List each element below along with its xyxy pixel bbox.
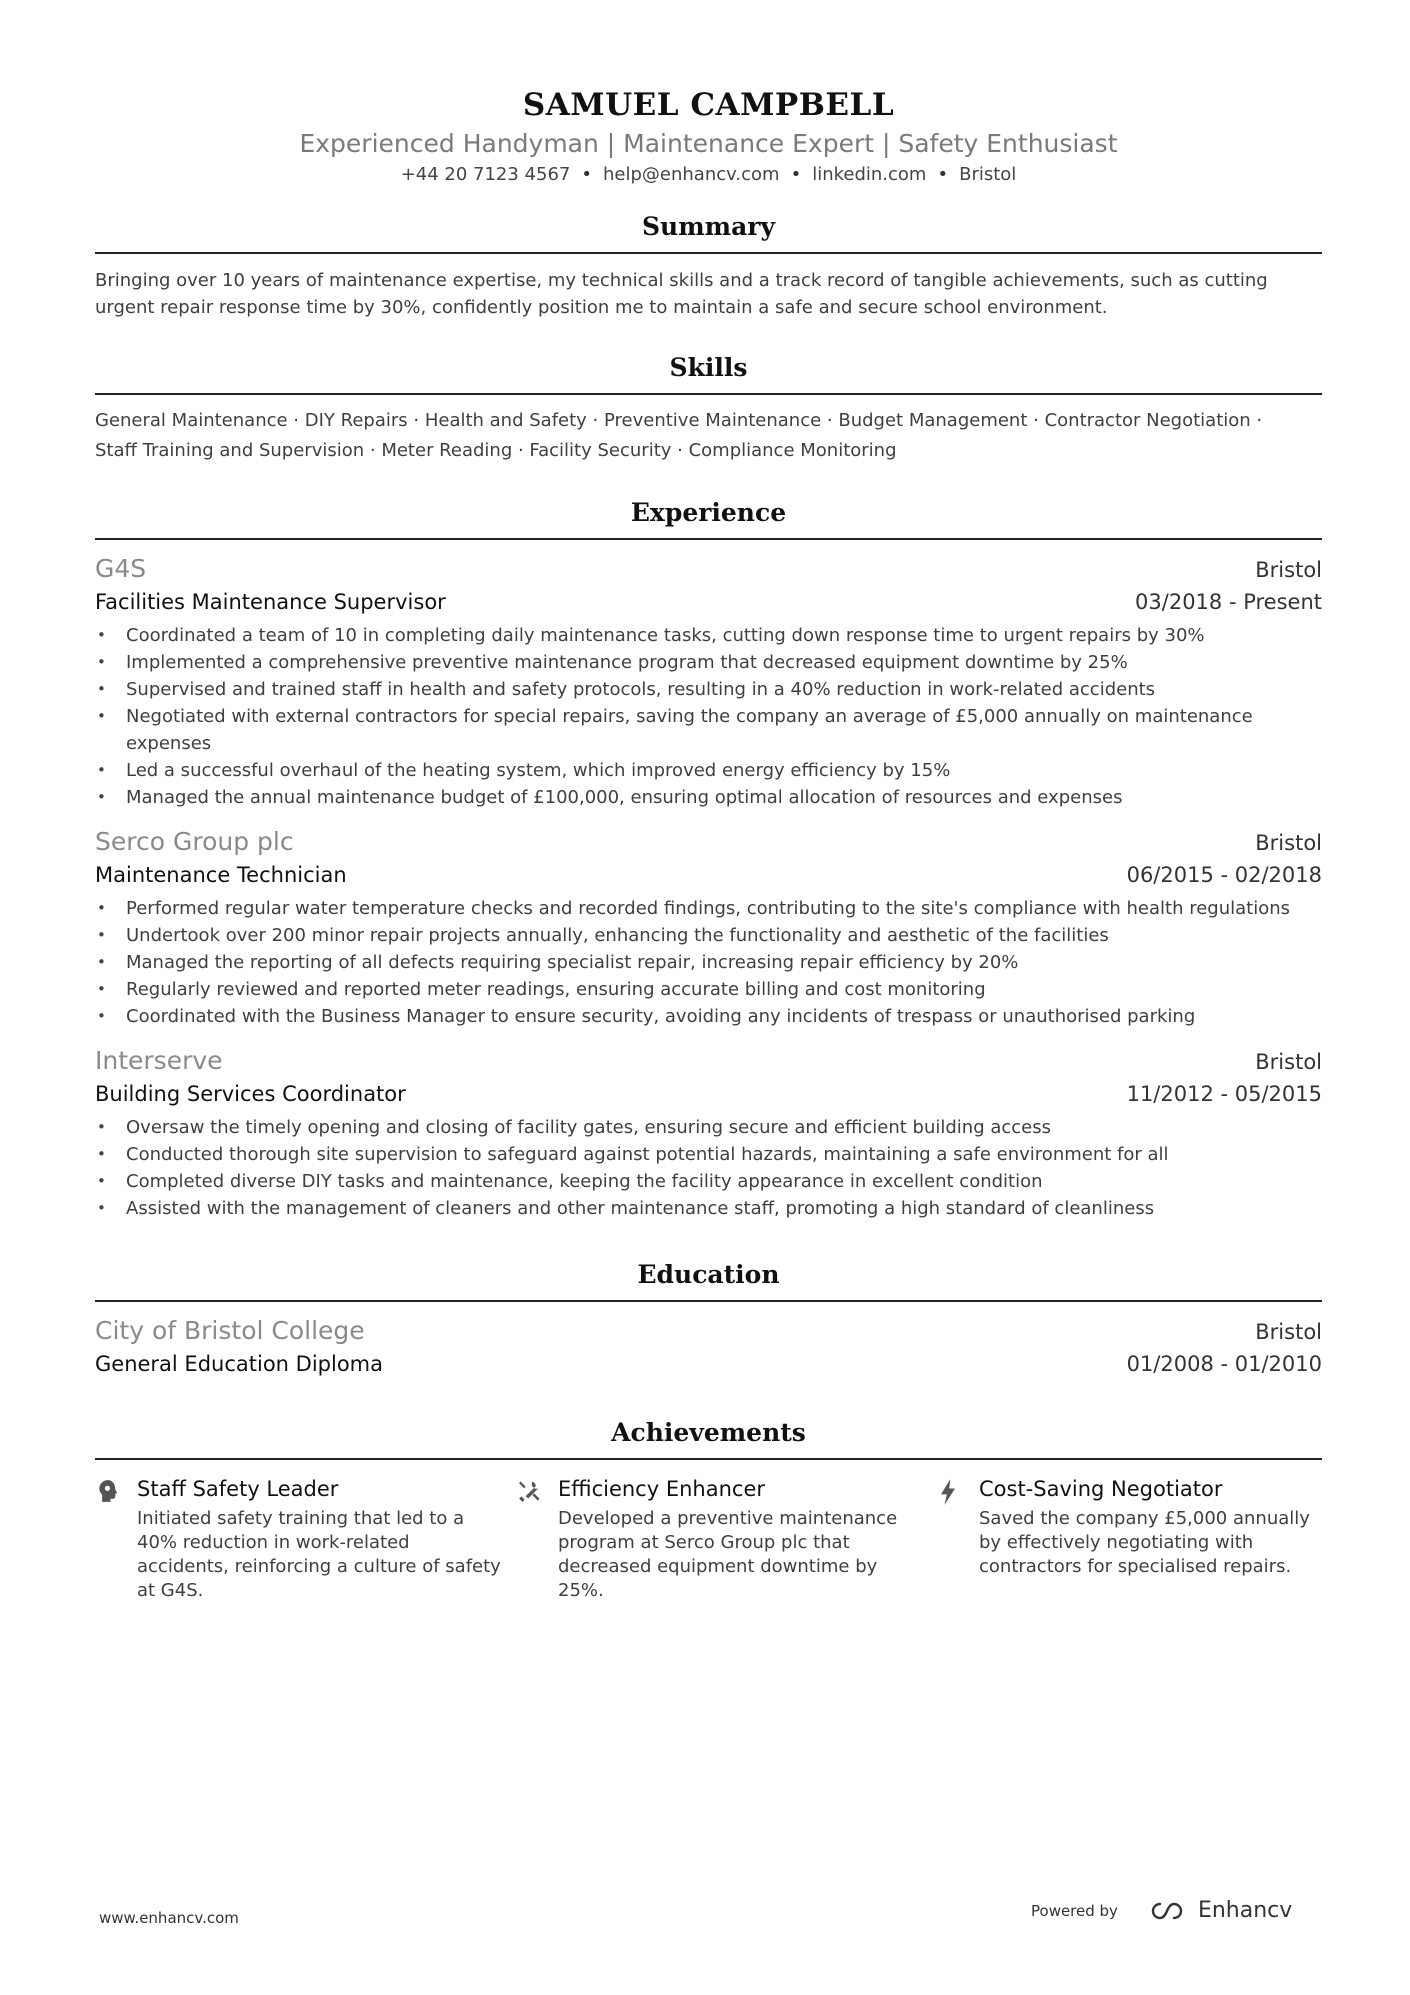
job-entry <box>95 1044 1322 1222</box>
job-bullet: • Conducted thorough site supervision to safeguard against potential hazards, maintaining a safe environment for all <box>95 1141 1322 1168</box>
footer-branding <box>1031 1898 1292 1923</box>
education-degree: General Education Diploma <box>95 1352 384 1376</box>
skills-section <box>95 351 1322 466</box>
contact-line <box>95 162 1322 188</box>
job-bullet: • Coordinated a team of 10 in completing daily maintenance tasks, cutting down response time to urgent repairs by 30% <box>95 622 1322 649</box>
separator-dot: • <box>937 164 949 185</box>
job-bullet: • Implemented a comprehensive preventive maintenance program that decreased equipment downtime by 25% <box>95 649 1322 676</box>
candidate-name: SAMUEL CAMPBELL <box>522 87 895 123</box>
achievement-description: Developed a preventive maintenance program at Serco Group plc that decreased equipment downtime by 25%. <box>558 1508 898 1601</box>
resume-header <box>95 85 1322 188</box>
footer-website[interactable]: www.enhancv.com <box>99 1909 239 1927</box>
section-title-experience: Experience <box>95 496 1322 540</box>
job-bullets <box>95 622 1322 811</box>
job-bullet: • Assisted with the management of cleaners and other maintenance staff, promoting a high standard of cleanliness <box>95 1195 1322 1222</box>
skill-item: General Maintenance <box>95 410 288 431</box>
achievement-title: Efficiency Enhancer <box>558 1477 765 1501</box>
job-role: Facilities Maintenance Supervisor <box>95 590 446 614</box>
skill-item: Meter Reading <box>381 440 513 461</box>
job-location: Bristol <box>1255 1050 1322 1074</box>
job-bullet: • Completed diverse DIY tasks and maintenance, keeping the facility appearance in excellent condition <box>95 1168 1322 1195</box>
section-title-achievements: Achievements <box>95 1416 1322 1460</box>
skills-list: General Maintenance · DIY Repairs · Health and Safety · Preventive Maintenance · Budget Management · Contractor Negotiation · Staff Training and Supervision · Meter Reading · Facility Security · Compliance Monitoring <box>95 410 1263 461</box>
contact-phone: +44 20 7123 4567 <box>400 164 571 185</box>
job-bullet: • Regularly reviewed and reported meter readings, ensuring accurate billing and cost monitoring <box>95 976 1322 1003</box>
skill-item: Compliance Monitoring <box>688 440 897 461</box>
education-dates: 01/2008 - 01/2010 <box>1126 1352 1322 1376</box>
achievement-title: Cost-Saving Negotiator <box>979 1477 1223 1501</box>
job-bullet: • Undertook over 200 minor repair projects annually, enhancing the functionality and aesthetic of the facilities <box>95 922 1322 949</box>
achievement-item <box>95 1474 516 1603</box>
achievement-description: Saved the company £5,000 annually by effectively negotiating with contractors for specialised repairs. <box>979 1508 1310 1577</box>
skill-item: Facility Security <box>529 440 672 461</box>
tools-icon <box>516 1474 558 1603</box>
section-title-education: Education <box>95 1258 1322 1302</box>
job-company: Serco Group plc <box>95 827 294 856</box>
job-dates: 06/2015 - 02/2018 <box>1126 863 1322 887</box>
contact-linkedin[interactable]: linkedin.com <box>812 164 927 185</box>
job-bullets <box>95 1114 1322 1222</box>
achievement-title: Staff Safety Leader <box>137 1477 339 1501</box>
job-bullet: • Coordinated with the Business Manager to ensure security, avoiding any incidents of trespass or unauthorised parking <box>95 1003 1322 1030</box>
job-role: Building Services Coordinator <box>95 1082 406 1106</box>
job-bullet: • Performed regular water temperature checks and recorded findings, contributing to the site's compliance with health regulations <box>95 895 1322 922</box>
achievement-description: Initiated safety training that led to a 40% reduction in work-related accidents, reinforcing a culture of safety at G4S. <box>137 1508 501 1601</box>
powered-by-label: Powered by <box>1031 1901 1118 1920</box>
job-entry <box>95 825 1322 1030</box>
achievement-item <box>516 1474 937 1603</box>
skill-item: Staff Training and Supervision <box>95 440 365 461</box>
section-title-summary: Summary <box>95 210 1322 254</box>
job-bullet: • Supervised and trained staff in health and safety protocols, resulting in a 40% reduction in work-related accidents <box>95 676 1322 703</box>
skill-item: DIY Repairs <box>304 410 408 431</box>
candidate-tagline: Experienced Handyman | Maintenance Expert | Safety Enthusiast <box>299 129 1118 158</box>
skill-item: Health and Safety <box>424 410 587 431</box>
separator-dot: • <box>790 164 802 185</box>
separator-dot: • <box>581 164 592 185</box>
skill-item: Budget Management <box>838 410 1028 431</box>
job-location: Bristol <box>1255 558 1322 582</box>
enhancv-logo[interactable] <box>1144 1898 1292 1923</box>
skill-item: Contractor Negotiation <box>1044 410 1251 431</box>
job-bullets <box>95 895 1322 1030</box>
job-bullet: • Managed the annual maintenance budget of £100,000, ensuring optimal allocation of resources and expenses <box>95 784 1322 811</box>
head-icon <box>95 1474 137 1603</box>
brand-name: Enhancv <box>1197 1898 1293 1923</box>
job-role: Maintenance Technician <box>95 863 347 887</box>
contact-location: Bristol <box>959 164 1017 185</box>
job-bullet: • Managed the reporting of all defects requiring specialist repair, increasing repair efficiency by 20% <box>95 949 1322 976</box>
lightning-icon <box>937 1474 979 1603</box>
job-bullet: • Oversaw the timely opening and closing of facility gates, ensuring secure and efficient building access <box>95 1114 1322 1141</box>
job-bullet: • Negotiated with external contractors for special repairs, saving the company an average of £5,000 annually on maintenance expenses <box>95 703 1322 757</box>
job-location: Bristol <box>1255 831 1322 855</box>
job-dates: 03/2018 - Present <box>1135 590 1322 614</box>
skill-item: Preventive Maintenance <box>604 410 822 431</box>
contact-email[interactable]: help@enhancv.com <box>603 164 780 185</box>
education-section <box>95 1258 1322 1380</box>
job-dates: 11/2012 - 05/2015 <box>1126 1082 1322 1106</box>
resume-page <box>95 85 1322 1603</box>
achievements-grid <box>95 1474 1322 1603</box>
education-entry <box>95 1314 1322 1380</box>
job-entry <box>95 552 1322 811</box>
job-company: Interserve <box>95 1046 223 1075</box>
education-location: Bristol <box>1255 1320 1322 1344</box>
experience-section <box>95 496 1322 1222</box>
achievements-section <box>95 1416 1322 1603</box>
education-school: City of Bristol College <box>95 1316 365 1345</box>
job-bullet: • Led a successful overhaul of the heating system, which improved energy efficiency by 15% <box>95 757 1322 784</box>
achievement-item <box>937 1474 1322 1603</box>
summary-section <box>95 210 1322 321</box>
section-title-skills: Skills <box>95 351 1322 395</box>
job-company: G4S <box>95 554 147 583</box>
enhancv-logo-icon <box>1144 1899 1190 1923</box>
summary-text: Bringing over 10 years of maintenance expertise, my technical skills and a track record of tangible achievements, such as cutting urgent repair response time by 30%, confidently position me to maintain a safe and secure school environment. <box>95 270 1268 318</box>
